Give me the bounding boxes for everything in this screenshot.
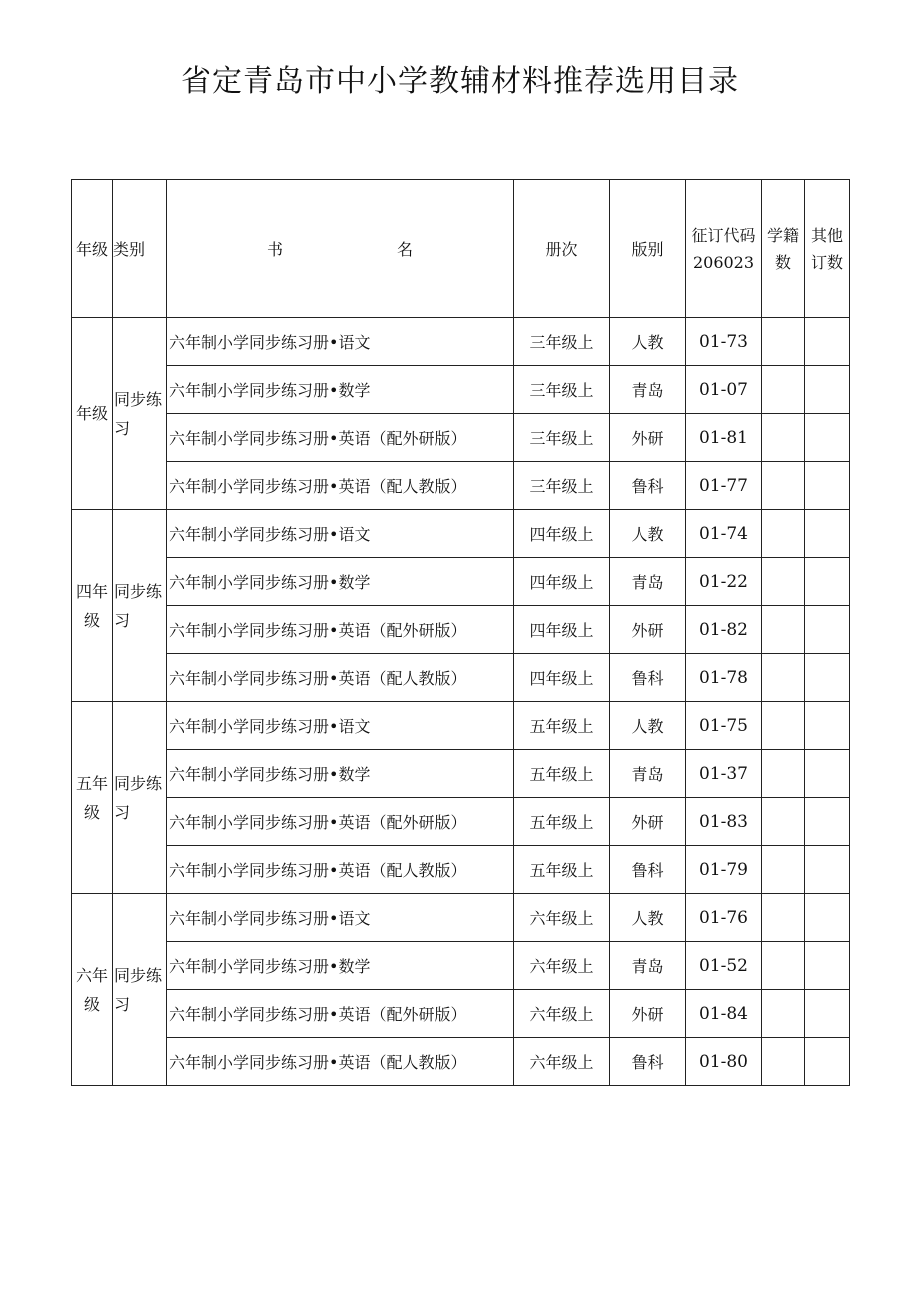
header-students-line-2: 数 <box>774 252 791 272</box>
volume-cell: 四年级上 <box>514 510 610 558</box>
other-count-cell <box>805 990 850 1038</box>
grade-cell: 年级 <box>72 318 113 510</box>
edition-cell: 外研 <box>610 606 686 654</box>
header-edition: 版别 <box>610 180 686 318</box>
book-name-cell: 六年制小学同步练习册•英语（配人教版） <box>167 1038 514 1086</box>
edition-cell: 青岛 <box>610 558 686 606</box>
other-count-cell <box>805 942 850 990</box>
student-count-cell <box>762 798 805 846</box>
order-code-cell: 01-80 <box>686 1038 762 1086</box>
header-book-char-2: 名 <box>396 240 413 259</box>
book-name-cell: 六年制小学同步练习册•数学 <box>167 750 514 798</box>
student-count-cell <box>762 366 805 414</box>
student-count-cell <box>762 750 805 798</box>
category-cell: 同步练习 <box>113 894 167 1086</box>
header-code-value: 206023 <box>692 252 755 272</box>
book-name-cell: 六年制小学同步练习册•英语（配外研版） <box>167 798 514 846</box>
volume-cell: 三年级上 <box>514 414 610 462</box>
other-count-cell <box>805 606 850 654</box>
student-count-cell <box>762 846 805 894</box>
header-code-label: 征订代码 <box>691 225 756 245</box>
other-count-cell <box>805 558 850 606</box>
other-count-cell <box>805 414 850 462</box>
header-row <box>72 180 850 318</box>
student-count-cell <box>762 414 805 462</box>
table-row <box>72 654 850 702</box>
header-grade: 年级 <box>72 180 113 318</box>
grade-cell: 四年级 <box>72 510 113 702</box>
header-book <box>167 180 514 318</box>
header-category: 类别 <box>113 180 167 318</box>
volume-cell: 三年级上 <box>514 366 610 414</box>
edition-cell: 青岛 <box>610 366 686 414</box>
volume-cell: 六年级上 <box>514 1038 610 1086</box>
table-row <box>72 606 850 654</box>
table-row <box>72 510 850 558</box>
volume-cell: 四年级上 <box>514 654 610 702</box>
volume-cell: 六年级上 <box>514 942 610 990</box>
volume-cell: 四年级上 <box>514 606 610 654</box>
edition-cell: 青岛 <box>610 942 686 990</box>
category-cell: 同步练习 <box>113 702 167 894</box>
volume-cell: 六年级上 <box>514 894 610 942</box>
catalog-table <box>71 179 850 1086</box>
volume-cell: 五年级上 <box>514 750 610 798</box>
volume-cell: 六年级上 <box>514 990 610 1038</box>
edition-cell: 鲁科 <box>610 654 686 702</box>
table-row <box>72 942 850 990</box>
order-code-cell: 01-76 <box>686 894 762 942</box>
volume-cell: 五年级上 <box>514 702 610 750</box>
category-cell: 同步练习 <box>113 510 167 702</box>
table-row <box>72 366 850 414</box>
other-count-cell <box>805 894 850 942</box>
order-code-cell: 01-07 <box>686 366 762 414</box>
order-code-cell: 01-81 <box>686 414 762 462</box>
order-code-cell: 01-73 <box>686 318 762 366</box>
table-row <box>72 702 850 750</box>
table-row <box>72 462 850 510</box>
edition-cell: 人教 <box>610 894 686 942</box>
volume-cell: 五年级上 <box>514 798 610 846</box>
volume-cell: 三年级上 <box>514 318 610 366</box>
header-other-line-1: 其他 <box>810 225 843 245</box>
edition-cell: 外研 <box>610 798 686 846</box>
other-count-cell <box>805 654 850 702</box>
page-title: 省定青岛市中小学教辅材料推荐选用目录 <box>181 64 739 99</box>
header-book-char-1: 书 <box>267 240 284 259</box>
header-other-line-2: 订数 <box>810 252 843 272</box>
book-name-cell: 六年制小学同步练习册•数学 <box>167 942 514 990</box>
header-students-line-1: 学籍 <box>766 225 799 245</box>
order-code-cell: 01-84 <box>686 990 762 1038</box>
other-count-cell <box>805 366 850 414</box>
table-row <box>72 990 850 1038</box>
edition-cell: 人教 <box>610 510 686 558</box>
student-count-cell <box>762 894 805 942</box>
other-count-cell <box>805 1038 850 1086</box>
student-count-cell <box>762 1038 805 1086</box>
other-count-cell <box>805 462 850 510</box>
other-count-cell <box>805 510 850 558</box>
order-code-cell: 01-74 <box>686 510 762 558</box>
book-name-cell: 六年制小学同步练习册•数学 <box>167 366 514 414</box>
student-count-cell <box>762 462 805 510</box>
header-other <box>805 180 850 318</box>
table-row <box>72 894 850 942</box>
grade-cell: 六年级 <box>72 894 113 1086</box>
edition-cell: 外研 <box>610 414 686 462</box>
other-count-cell <box>805 846 850 894</box>
edition-cell: 鲁科 <box>610 1038 686 1086</box>
order-code-cell: 01-22 <box>686 558 762 606</box>
edition-cell: 人教 <box>610 318 686 366</box>
student-count-cell <box>762 990 805 1038</box>
category-cell: 同步练习 <box>113 318 167 510</box>
order-code-cell: 01-79 <box>686 846 762 894</box>
book-name-cell: 六年制小学同步练习册•语文 <box>167 702 514 750</box>
student-count-cell <box>762 942 805 990</box>
edition-cell: 外研 <box>610 990 686 1038</box>
order-code-cell: 01-77 <box>686 462 762 510</box>
book-name-cell: 六年制小学同步练习册•语文 <box>167 510 514 558</box>
edition-cell: 鲁科 <box>610 462 686 510</box>
order-code-cell: 01-78 <box>686 654 762 702</box>
student-count-cell <box>762 510 805 558</box>
student-count-cell <box>762 318 805 366</box>
other-count-cell <box>805 798 850 846</box>
volume-cell: 五年级上 <box>514 846 610 894</box>
other-count-cell <box>805 750 850 798</box>
header-volume: 册次 <box>514 180 610 318</box>
volume-cell: 三年级上 <box>514 462 610 510</box>
table-row <box>72 414 850 462</box>
student-count-cell <box>762 558 805 606</box>
book-name-cell: 六年制小学同步练习册•英语（配人教版） <box>167 462 514 510</box>
book-name-cell: 六年制小学同步练习册•数学 <box>167 558 514 606</box>
table-row <box>72 318 850 366</box>
volume-cell: 四年级上 <box>514 558 610 606</box>
book-name-cell: 六年制小学同步练习册•英语（配外研版） <box>167 606 514 654</box>
table-body <box>72 318 850 1086</box>
grade-cell: 五年级 <box>72 702 113 894</box>
book-name-cell: 六年制小学同步练习册•英语（配人教版） <box>167 846 514 894</box>
student-count-cell <box>762 606 805 654</box>
table-row <box>72 798 850 846</box>
order-code-cell: 01-37 <box>686 750 762 798</box>
book-name-cell: 六年制小学同步练习册•语文 <box>167 894 514 942</box>
edition-cell: 青岛 <box>610 750 686 798</box>
order-code-cell: 01-82 <box>686 606 762 654</box>
book-name-cell: 六年制小学同步练习册•英语（配外研版） <box>167 990 514 1038</box>
edition-cell: 人教 <box>610 702 686 750</box>
other-count-cell <box>805 318 850 366</box>
order-code-cell: 01-83 <box>686 798 762 846</box>
edition-cell: 鲁科 <box>610 846 686 894</box>
order-code-cell: 01-52 <box>686 942 762 990</box>
table-row <box>72 1038 850 1086</box>
student-count-cell <box>762 702 805 750</box>
student-count-cell <box>762 654 805 702</box>
order-code-cell: 01-75 <box>686 702 762 750</box>
table-row <box>72 846 850 894</box>
header-code <box>686 180 762 318</box>
book-name-cell: 六年制小学同步练习册•英语（配外研版） <box>167 414 514 462</box>
other-count-cell <box>805 702 850 750</box>
table-row <box>72 558 850 606</box>
book-name-cell: 六年制小学同步练习册•英语（配人教版） <box>167 654 514 702</box>
header-students <box>762 180 805 318</box>
book-name-cell: 六年制小学同步练习册•语文 <box>167 318 514 366</box>
table-row <box>72 750 850 798</box>
